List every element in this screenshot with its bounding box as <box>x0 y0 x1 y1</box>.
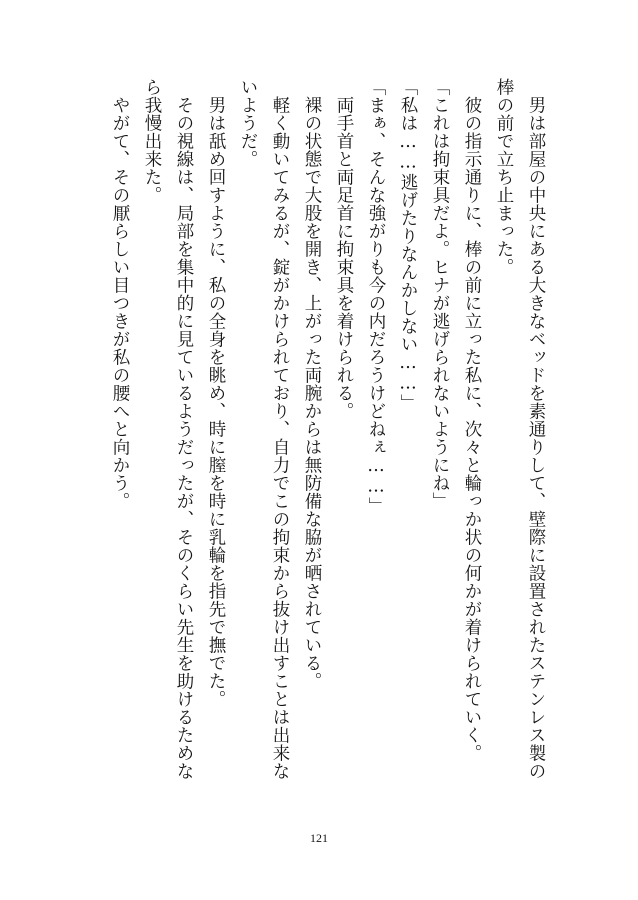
text-line: 裸の状態で大股を開き、上がった両腕からは無防備な脇が晒されている。 <box>302 78 322 690</box>
text-line: ら我慢出来た。 <box>142 78 162 204</box>
dialogue-line: 「これは拘束具だよ。ヒナが逃げられないようにね」 <box>430 78 450 510</box>
text-line: 彼の指示通りに、棒の前に立った私に、次々と輪っか状の何かが着けられていく。 <box>462 78 482 762</box>
vertical-text-body <box>104 78 552 818</box>
dialogue-line: 「私は……逃げたりなんかしない……」 <box>398 78 418 412</box>
text-line: 男は舐め回すように、私の全身を眺め、時に膣を時に乳輪を指先で撫でた。 <box>206 78 226 708</box>
text-line: その視線は、局部を集中的に見ているようだったが、そのくらい先生を助けるためな <box>174 78 194 780</box>
page-number: 121 <box>310 831 328 845</box>
dialogue-line: 「まぁ、そんな強がりも今の内だろうけどねぇ……」 <box>366 78 386 515</box>
text-line: 棒の前で立ち止まった。 <box>494 78 514 276</box>
text-line: いようだ。 <box>238 78 258 168</box>
text-line: 男は部屋の中央にある大きなベッドを素通りして、壁際に設置されたステンレス製の <box>526 78 546 780</box>
text-line: やがて、その厭らしい目つきが私の腰へと向かう。 <box>110 78 130 510</box>
text-line: 両手首と両足首に拘束具を着けられる。 <box>334 78 354 420</box>
text-line: 軽く動いてみるが、錠がかけられており、自力でこの拘束から抜け出すことは出来な <box>270 78 290 780</box>
